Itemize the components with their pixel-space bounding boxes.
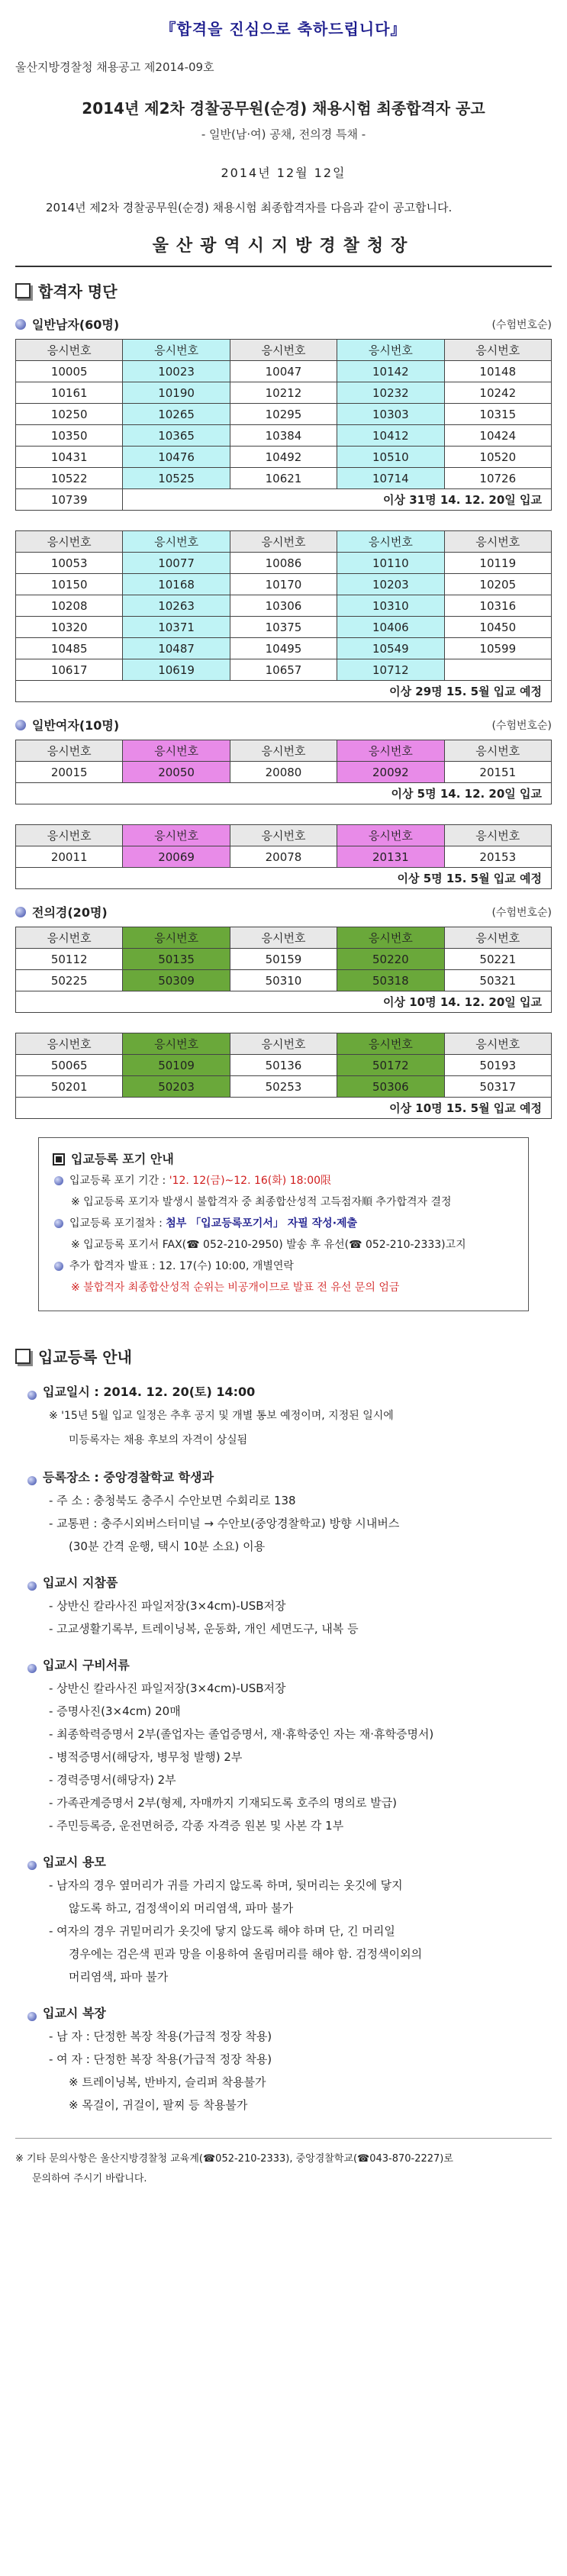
summary-text: 이상 10명 14. 12. 20일 입교 (16, 991, 552, 1013)
results-table (15, 1033, 552, 1119)
exam-number-cell: 10510 (337, 447, 444, 468)
exam-number-cell: 50201 (16, 1076, 123, 1098)
column-header: 응시번호 (337, 740, 444, 762)
section-heading-entry (15, 1345, 552, 1367)
summary-row (16, 489, 552, 511)
exam-number-cell: 50193 (444, 1055, 551, 1076)
list-item: 머리염색, 파마 불가 (69, 1970, 169, 1984)
table-row (16, 361, 552, 382)
exam-number-cell: 50253 (230, 1076, 337, 1098)
group-title: 일반남자(60명) (32, 318, 120, 332)
bullet-icon (27, 1861, 37, 1870)
waiver-warning: ※ 불합격자 최종합산성적 순위는 비공개이므로 발표 전 유선 문의 엄금 (71, 1282, 400, 1294)
list-item: ※ 목걸이, 귀걸이, 팔찌 등 착용불가 (69, 2098, 248, 2112)
exam-number-cell: 10023 (123, 361, 230, 382)
summary-row (16, 991, 552, 1013)
table-row (16, 1076, 552, 1098)
table-header-row (16, 740, 552, 762)
exam-number-cell: 10712 (337, 659, 444, 681)
exam-number-cell: 10315 (444, 404, 551, 425)
column-header: 응시번호 (337, 1033, 444, 1055)
column-header: 응시번호 (337, 825, 444, 846)
table-row (16, 447, 552, 468)
summary-text: 이상 31명 14. 12. 20일 입교 (123, 489, 552, 511)
table-row (16, 404, 552, 425)
exam-number-cell: 20078 (230, 846, 337, 868)
column-header: 응시번호 (123, 340, 230, 361)
exam-number-cell: 50221 (444, 949, 551, 970)
exam-number-cell: 10203 (337, 574, 444, 595)
column-header: 응시번호 (444, 927, 551, 949)
table-row (16, 553, 552, 574)
table-row (16, 617, 552, 638)
exam-number-cell: 10119 (444, 553, 551, 574)
exam-number-cell: 10053 (16, 553, 123, 574)
square-icon (15, 1349, 31, 1364)
waiver-period: 입교등록 포기 기간 : '12. 12(금)~12. 16(화) 18:00限 (53, 1170, 514, 1191)
exam-number-cell: 10375 (230, 617, 337, 638)
exam-number-cell: 10520 (444, 447, 551, 468)
exam-number-cell: 10617 (16, 659, 123, 681)
section-title: 합격자 명단 (38, 282, 118, 301)
documents-items: 입교시 구비서류 - 상반신 칼라사진 파일저장(3×4cm)-USB저장 - 증명사진(3×4cm) 20매 - 최종학력증명서 2부(졸업자는 졸업증명서, 재·휴학중인 자는 재·휴학증명서) - 병적증명서(해당자, 병무청 발행) 2부 - 경력증명서(해당자) 2부 - 가족관계증명서 2부(형제, 자매까지 기재되도록 호주의 명의로 발급) - 주민등록증, 운전면허증, 각종 자격증 원본 및 사본 각 1부 (26, 1654, 552, 1837)
column-header: 응시번호 (123, 927, 230, 949)
group-title: 전의경(20명) (32, 905, 108, 920)
exam-number-cell: 10412 (337, 425, 444, 447)
exam-number-cell: 10657 (230, 659, 337, 681)
exam-number-cell: 10619 (123, 659, 230, 681)
column-header: 응시번호 (123, 531, 230, 553)
exam-number-cell: 10190 (123, 382, 230, 404)
issuer-name: 울산광역시지방경찰청장 (152, 236, 415, 256)
results-groups (15, 315, 552, 1119)
column-header: 응시번호 (337, 531, 444, 553)
list-item: - 여 자 : 단정한 복장 착용(가급적 정장 착용) (49, 2052, 272, 2066)
group-heading (15, 315, 552, 333)
order-note: (수험번호순) (491, 906, 552, 919)
summary-row (16, 1098, 552, 1119)
exam-number-cell: 10232 (337, 382, 444, 404)
intro-text: 2014년 제2차 경찰공무원(순경) 채용시험 최종합격자를 다음과 같이 공고합니다. (46, 201, 453, 214)
exam-number-cell: 10424 (444, 425, 551, 447)
column-header: 응시번호 (123, 825, 230, 846)
list-item: - 가족관계증명서 2부(형제, 자매까지 기재되도록 호주의 명의로 발급) (49, 1796, 398, 1810)
appearance-items: 입교시 용모 - 남자의 경우 옆머리가 귀를 가리지 않도록 하며, 뒷머리는 옷깃에 닿지 않도록 하고, 검정색이외 머리염색, 파마 불가 - 여자의 경우 귀밑머리가 옷깃에 닿지 않도록 해야 하며 단, 긴 머리일 경우에는 검은색 핀과 망을 이용하여 올림머리를 해야 함. 검정색이외의 머리염색, 파마 불가 (26, 1851, 552, 1988)
exam-number-cell: 20015 (16, 762, 123, 783)
column-header: 응시번호 (337, 340, 444, 361)
page-title: 2014년 제2차 경찰공무원(순경) 채용시험 최종합격자 공고 (82, 99, 485, 118)
dress-items: 입교시 복장 - 남 자 : 단정한 복장 착용(가급적 정장 착용) - 여 자 : 단정한 복장 착용(가급적 정장 착용) ※ 트레이닝복, 반바지, 슬리퍼 착용불가 ※ 목걸이, 귀걸이, 팔찌 등 착용불가 (26, 2002, 552, 2117)
exam-number-cell: 10384 (230, 425, 337, 447)
exam-number-cell: 50225 (16, 970, 123, 991)
waiver-box-title: 입교등록 포기 안내 (53, 1149, 514, 1170)
column-header: 응시번호 (230, 1033, 337, 1055)
exam-number-cell: 10714 (337, 468, 444, 489)
exam-number-cell: 50172 (337, 1055, 444, 1076)
column-header: 응시번호 (444, 740, 551, 762)
bullet-icon (15, 720, 26, 730)
exam-number-cell: 10263 (123, 595, 230, 617)
column-header: 응시번호 (444, 340, 551, 361)
summary-row (16, 783, 552, 804)
column-header: 응시번호 (16, 927, 123, 949)
exam-number-cell: 10150 (16, 574, 123, 595)
exam-number-cell: 10316 (444, 595, 551, 617)
exam-number-cell: 20069 (123, 846, 230, 868)
list-item: - 상반신 칼라사진 파일저장(3×4cm)-USB저장 (49, 1681, 286, 1695)
exam-number-cell: 10492 (230, 447, 337, 468)
summary-row (16, 868, 552, 889)
list-item: ※ 트레이닝복, 반바지, 슬리퍼 착용불가 (69, 2075, 266, 2089)
exam-number-cell: 10168 (123, 574, 230, 595)
exam-number-cell: 50220 (337, 949, 444, 970)
table-row (16, 659, 552, 681)
exam-number-cell: 10621 (230, 468, 337, 489)
exam-number-cell: 50310 (230, 970, 337, 991)
exam-number-cell: 10148 (444, 361, 551, 382)
column-header: 응시번호 (230, 340, 337, 361)
summary-text: 이상 5명 14. 12. 20일 입교 (16, 783, 552, 804)
results-table (15, 530, 552, 702)
exam-number-cell: 50109 (123, 1055, 230, 1076)
column-header: 응시번호 (16, 531, 123, 553)
list-item: 경우에는 검은색 핀과 망을 이용하여 올림머리를 해야 함. 검정색이외의 (69, 1947, 423, 1961)
exam-number-cell: 20050 (123, 762, 230, 783)
column-header: 응시번호 (230, 740, 337, 762)
exam-number-cell: 50159 (230, 949, 337, 970)
exam-number-cell: 50136 (230, 1055, 337, 1076)
exam-number-cell: 10549 (337, 638, 444, 659)
waiver-fax-note: ※ 입교등록 포기서 FAX(☎ 052-210-2950) 발송 후 유선(☎ 052-210-2333)고지 (71, 1239, 466, 1251)
exam-number-cell: 50065 (16, 1055, 123, 1076)
exam-number-cell: 20153 (444, 846, 551, 868)
exam-number-cell: 10250 (16, 404, 123, 425)
column-header: 응시번호 (123, 1033, 230, 1055)
exam-number-cell: 10295 (230, 404, 337, 425)
exam-number-cell: 10110 (337, 553, 444, 574)
exam-number-cell: 10350 (16, 425, 123, 447)
column-header: 응시번호 (16, 825, 123, 846)
bullet-icon (54, 1219, 63, 1228)
bullet-icon (27, 1476, 37, 1485)
table-row (16, 1055, 552, 1076)
exam-number-cell: 10485 (16, 638, 123, 659)
summary-row (16, 681, 552, 702)
exam-number-cell: 10431 (16, 447, 123, 468)
column-header: 응시번호 (16, 740, 123, 762)
exam-number-cell: 10242 (444, 382, 551, 404)
table-row (16, 846, 552, 868)
exam-number-cell: 20151 (444, 762, 551, 783)
summary-text: 이상 5명 15. 5월 입교 예정 (16, 868, 552, 889)
exam-number-cell: 10142 (337, 361, 444, 382)
bullet-icon (27, 1391, 37, 1400)
results-table (15, 927, 552, 1013)
results-table (15, 824, 552, 889)
column-header: 응시번호 (230, 927, 337, 949)
exam-number-cell: 10365 (123, 425, 230, 447)
list-item: - 남자의 경우 옆머리가 귀를 가리지 않도록 하며, 뒷머리는 옷깃에 닿지 (49, 1878, 403, 1892)
bullet-icon (27, 2012, 37, 2021)
bullet-icon (15, 319, 26, 330)
column-header: 응시번호 (444, 531, 551, 553)
section-heading-results (15, 279, 552, 301)
exam-number-cell: 10161 (16, 382, 123, 404)
group-heading (15, 903, 552, 920)
exam-number-cell: 50309 (123, 970, 230, 991)
column-header: 응시번호 (444, 1033, 551, 1055)
table-row (16, 762, 552, 783)
exam-number-cell: 10170 (230, 574, 337, 595)
exam-number-cell: 10212 (230, 382, 337, 404)
contact-footer: ※ 기타 문의사항은 울산지방경찰청 교육계(☎052-210-2333), 중앙경찰학교(☎043-870-2227)로 문의하여 주시기 바랍니다. (15, 2138, 552, 2189)
list-item: - 주민등록증, 운전면허증, 각종 자격증 원본 및 사본 각 1부 (49, 1819, 344, 1833)
exam-number-cell: 50203 (123, 1076, 230, 1098)
summary-text: 이상 29명 15. 5월 입교 예정 (16, 681, 552, 702)
table-header-row (16, 927, 552, 949)
exam-number-cell: 10525 (123, 468, 230, 489)
table-row (16, 638, 552, 659)
exam-number-cell: 10047 (230, 361, 337, 382)
table-row (16, 425, 552, 447)
divider (15, 266, 552, 267)
entry-date-item: 입교일시 : 2014. 12. 20(토) 14:00 ※ '15년 5월 입교 일정은 추후 공지 및 개별 통보 예정이며, 지정된 일시에 미등록자는 채용 후보의 자격이 상실됨 (26, 1381, 552, 1452)
bullet-icon (15, 907, 26, 917)
exam-number-cell: 10303 (337, 404, 444, 425)
column-header: 응시번호 (337, 927, 444, 949)
exam-number-cell: 10208 (16, 595, 123, 617)
exam-number-cell: 50318 (337, 970, 444, 991)
notice-number: 울산지방경찰청 채용공고 제2014-09호 (15, 60, 214, 74)
exam-number-cell: 50112 (16, 949, 123, 970)
table-row (16, 595, 552, 617)
table-header-row (16, 340, 552, 361)
table-header-row (16, 531, 552, 553)
table-row (16, 574, 552, 595)
group-title: 일반여자(10명) (32, 718, 120, 733)
waiver-note: ※ 입교등록 포기자 발생시 불합격자 중 최종합산성적 고득점자順 추가합격자 결정 (71, 1196, 452, 1208)
exam-number-cell: 10487 (123, 638, 230, 659)
square-icon (15, 283, 31, 298)
notice-date: 2014년 12월 12일 (221, 166, 346, 180)
exam-number-cell: 10086 (230, 553, 337, 574)
waiver-info-box (38, 1137, 529, 1311)
congrats-banner: 『합격을 진심으로 축하드립니다』 (160, 20, 407, 38)
exam-number-cell: 10406 (337, 617, 444, 638)
column-header: 응시번호 (16, 340, 123, 361)
exam-number-cell: 20092 (337, 762, 444, 783)
section-title: 입교등록 안내 (38, 1348, 132, 1366)
checkbox-square-icon (53, 1153, 65, 1165)
table-row (16, 468, 552, 489)
exam-number-cell: 10476 (123, 447, 230, 468)
exam-number-cell: 10599 (444, 638, 551, 659)
exam-number-cell: 10306 (230, 595, 337, 617)
page-subtitle: - 일반(남·여) 공채, 전의경 특채 - (201, 127, 366, 141)
table-row (16, 970, 552, 991)
exam-number-cell: 50317 (444, 1076, 551, 1098)
table-row (16, 949, 552, 970)
group-heading (15, 716, 552, 733)
exam-number-cell: 10450 (444, 617, 551, 638)
list-item: - 상반신 칼라사진 파일저장(3×4cm)-USB저장 (49, 1599, 286, 1613)
waiver-procedure: 입교등록 포기절차 : 첨부 「입교등록포기서」 자필 작성·제출 (53, 1213, 514, 1234)
bullet-icon (27, 1664, 37, 1673)
column-header: 응시번호 (16, 1033, 123, 1055)
exam-number-cell (444, 659, 551, 681)
list-item: 않도록 하고, 검정색이외 머리염색, 파마 불가 (69, 1901, 294, 1915)
bullet-icon (54, 1176, 63, 1185)
list-item: - 최종학력증명서 2부(졸업자는 졸업증명서, 재·휴학중인 자는 재·휴학증명서) (49, 1727, 434, 1741)
exam-number-cell: 10265 (123, 404, 230, 425)
column-header: 응시번호 (444, 825, 551, 846)
bullet-icon (27, 1581, 37, 1591)
order-note: (수험번호순) (491, 318, 552, 331)
exam-number-cell: 50306 (337, 1076, 444, 1098)
order-note: (수험번호순) (491, 719, 552, 732)
exam-number-cell: 10739 (16, 489, 123, 511)
bullet-icon (54, 1262, 63, 1271)
table-header-row (16, 825, 552, 846)
list-item: - 증명사진(3×4cm) 20매 (49, 1704, 181, 1718)
exam-number-cell: 10495 (230, 638, 337, 659)
list-item: - 남 자 : 단정한 복장 착용(가급적 정장 착용) (49, 2030, 272, 2043)
exam-number-cell: 10310 (337, 595, 444, 617)
exam-number-cell: 10371 (123, 617, 230, 638)
column-header: 응시번호 (123, 740, 230, 762)
carry-items: 입교시 지참품 - 상반신 칼라사진 파일저장(3×4cm)-USB저장 - 고교생활기록부, 트레이닝복, 운동화, 개인 세면도구, 내복 등 (26, 1572, 552, 1640)
list-item: - 경력증명서(해당자) 2부 (49, 1773, 176, 1787)
exam-number-cell: 10005 (16, 361, 123, 382)
additional-announcement: 추가 합격자 발표 : 12. 17(수) 10:00, 개별연락 (53, 1256, 514, 1277)
table-header-row (16, 1033, 552, 1055)
exam-number-cell: 20080 (230, 762, 337, 783)
exam-number-cell: 20011 (16, 846, 123, 868)
table-row (16, 382, 552, 404)
results-table (15, 740, 552, 804)
exam-number-cell: 10205 (444, 574, 551, 595)
exam-number-cell: 50321 (444, 970, 551, 991)
exam-number-cell: 10522 (16, 468, 123, 489)
results-table (15, 339, 552, 511)
list-item: - 고교생활기록부, 트레이닝복, 운동화, 개인 세면도구, 내복 등 (49, 1622, 359, 1636)
exam-number-cell: 10726 (444, 468, 551, 489)
entry-place-item: 등록장소 : 중앙경찰학교 학생과 - 주 소 : 충청북도 충주시 수안보면 수회리로 138 - 교통편 : 충주시외버스터미널 → 수안보(중앙경찰학교) 방향 시내버스 (30분 간격 운행, 택시 10분 소요) 이용 (26, 1466, 552, 1558)
summary-text: 이상 10명 15. 5월 입교 예정 (16, 1098, 552, 1119)
column-header: 응시번호 (230, 531, 337, 553)
list-item: - 여자의 경우 귀밑머리가 옷깃에 닿지 않도록 해야 하며 단, 긴 머리일 (49, 1924, 395, 1938)
list-item: - 병적증명서(해당자, 병무청 발행) 2부 (49, 1750, 243, 1764)
exam-number-cell: 20131 (337, 846, 444, 868)
column-header: 응시번호 (230, 825, 337, 846)
exam-number-cell: 50135 (123, 949, 230, 970)
exam-number-cell: 10077 (123, 553, 230, 574)
exam-number-cell: 10320 (16, 617, 123, 638)
